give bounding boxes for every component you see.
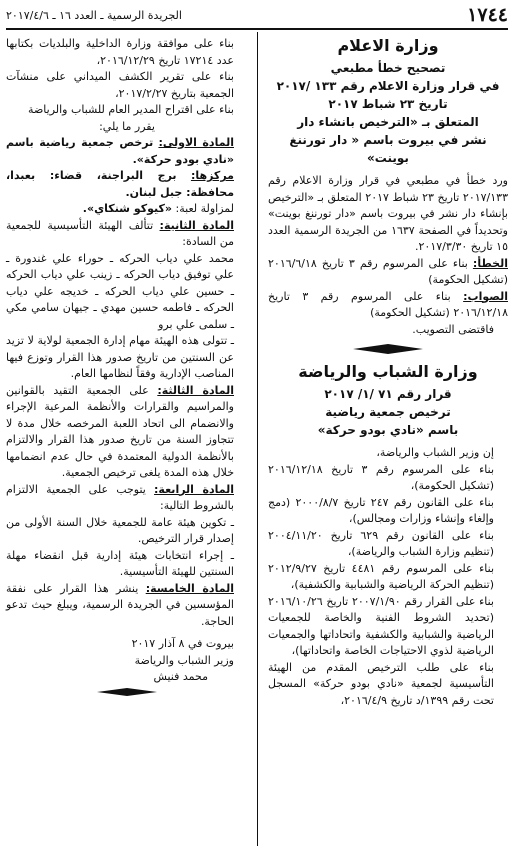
article-4	[6, 482, 248, 515]
decision-line-4: نشر في بيروت باسم « دار تورننغ بوينت»	[289, 133, 487, 165]
headquarters-text: برج البراجنة، قضاء: بعبدا، محافظة: جبل لبنان.	[6, 169, 234, 199]
preamble-license-request: بناء على طلب الترخيص المقدم من الهيئة التأسيسية لجمعية «نادي بودو حركة» المسجل تحت رقم ١٣٩٩/د تاريخ ٢٠١٦/٤/٩،	[268, 660, 494, 707]
article-3	[6, 383, 248, 482]
signature-title: وزير الشباب والرياضة	[134, 653, 234, 667]
article-3-text: على الجمعية التقيد بالقوانين والمراسيم والقرارات والأنظمة المرعية الإجراء والانضمام الى اتحاد اللعبة المرخصه خلال مدة لا تتجاوز السنة من تاريخ صدور هذا القرار والالتزام بالأنظمة الدولية المعتمدة في حال عدم انضمامها خلال هذه المدة يلغى ترخيص الجمعية.	[6, 383, 234, 479]
headquarters	[6, 168, 248, 201]
condition-2: ـ إجراء انتخابات هيئة إدارية قبل انقضاء مهلة السنتين للهيئة التأسيسية.	[6, 548, 234, 578]
decides-heading: يقرر ما يلي:	[99, 119, 155, 133]
decision-line-2: تاريخ ٢٣ شباط ٢٠١٧	[328, 97, 448, 111]
ministry-title-information: وزارة الاعلام	[337, 36, 439, 55]
end-ornament	[97, 688, 157, 696]
correct-text: بناء على المرسوم رقم ٣ تاريخ ٢٠١٦/١٢/١٨ (تشكيل الحكومة)	[268, 289, 508, 319]
sport-label: لمزاولة لعبة:	[175, 202, 234, 215]
correction-end: فاقتضى التصويب.	[412, 322, 494, 336]
correct-paragraph	[268, 289, 508, 322]
sport-practice	[6, 201, 248, 218]
article-1-text: ترخص جمعية رياضية باسم «نادي بودو حركة».	[6, 136, 234, 166]
headquarters-label: مركزها:	[190, 169, 234, 182]
article-4-label: المادة الرابعة:	[154, 482, 234, 496]
decision2-line-1: قرار رقم ٧١ /١/ ٢٠١٧	[324, 387, 452, 401]
preamble-decree-3: بناء على المرسوم رقم ٣ تاريخ ٢٠١٦/١٢/١٨ (تشكيل الحكومة)،	[268, 462, 495, 492]
preamble-decree-4481: بناء على المرسوم رقم ٤٤٨١ تاريخ ٢٠١٢/٩/٢٧ (تنظيم الحركة الرياضية والشبابية والكشفية)،	[268, 561, 495, 591]
header-rule	[6, 28, 508, 30]
decision-line-3: المتعلق بـ «الترخيص بانشاء دار	[297, 115, 479, 129]
article-5-text: ينشر هذا القرار على نفقة المؤسسين في الجريدة الرسمية، ويبلغ حيث تدعو الحاجة.	[6, 581, 234, 628]
article-1-label: المادة الاولى:	[158, 136, 234, 149]
correction-title: تصحيح خطأ مطبعي	[330, 61, 446, 75]
condition-1: ـ تكوين هيئة عامة للجمعية خلال السنة الأولى من إصدار قرار الترخيص.	[6, 515, 234, 545]
error-text: بناء على المرسوم رقم ٣ تاريخ ٢٠١٦/٦/١٨ (تشكيل الحكومة)	[268, 256, 508, 286]
preamble-interior-approval: بناء على موافقة وزارة الداخلية والبلديات بكتابها عدد ١٧٢١٤ تاريخ ٢٠١٦/١٢/٢٩،	[6, 37, 234, 67]
right-column	[268, 36, 508, 709]
error-paragraph	[268, 256, 508, 289]
signature-place-date: بيروت في ٨ آذار ٢٠١٧	[131, 637, 234, 650]
ministry-title-youth-sports: وزارة الشباب والرياضة	[298, 362, 478, 381]
page-number: ١٧٤٤	[467, 4, 508, 26]
preamble-director-proposal: بناء على اقتراح المدير العام للشباب والرياضة	[28, 103, 234, 116]
correct-label: الصواب:	[463, 289, 508, 303]
article-3-label: المادة الثالثة:	[157, 383, 235, 397]
preamble-inspection-report: بناء على تقرير الكشف الميداني على منشآت الجمعية بتاريخ ٢٠١٧/٢/٢٧،	[6, 70, 234, 100]
decision2-line-3: باسم «نادي بودو حركة»	[317, 423, 459, 437]
article-5-label: المادة الخامسة:	[145, 581, 234, 595]
founding-members: محمد علي دياب الحركه ـ حوراء علي غندورة ـ علي توفيق دياب الحركه ـ زينب علي دياب الحركه ـ حسين علي دياب الحركه ـ خديجه علي دياب الحركه ـ فاطمه حسين مهدي ـ جيهان سامي مكي ـ سلمى علي برو	[6, 251, 234, 331]
sport-text: «كيوكو شنكاي».	[82, 202, 173, 215]
article-1	[6, 135, 248, 168]
article-2-label: المادة الثانية:	[159, 218, 234, 232]
decision-line-1: في قرار وزارة الاعلام رقم ١٣٣ /٢٠١٧	[276, 79, 500, 93]
column-divider	[257, 32, 258, 846]
article-2	[6, 218, 248, 251]
preamble-law-629: بناء على القانون رقم ٦٢٩ تاريخ ٢٠٠٤/١١/٢٠ (تنظيم وزارة الشباب والرياضة)،	[268, 528, 494, 558]
correction-body: ورد خطأ في مطبعي في قرار وزارة الاعلام رقم ٢٠١٧/١٣٣ تاريخ ٢٣ شباط ٢٠١٧ المتعلق بـ «الترخيص بإنشاء دار نشر في بيروت باسم «دار تورننغ بوينت» وتحديداً في الصفحة ١٦٣٧ من الجريدة الرسمية العدد ١٥ تاريخ ٢٠١٧/٣/٣٠.	[268, 174, 508, 253]
article-2-text: تتألف الهيئة التأسيسية للجمعية من السادة:	[6, 218, 234, 248]
article-5	[6, 581, 248, 631]
error-label: الخطأ:	[472, 256, 508, 270]
article-4-text: يتوجب على الجمعية الالتزام بالشروط التالية:	[6, 482, 234, 512]
board-mandate: ـ تتولى هذه الهيئة مهام إدارة الجمعية لولاية لا تزيد عن السنتين من تاريخ صدور هذا القرار وتوزع فيها المناصب الإدارية وفقاً لنظامها العام.	[6, 334, 234, 380]
section-ornament	[353, 344, 423, 354]
decision2-line-2: ترخيص جمعية رياضية	[325, 405, 451, 419]
page-header	[6, 4, 508, 26]
preamble-decision-90: بناء على القرار رقم ٢٠٠٧/١/٩٠ تاريخ ٢٠١٦/١٠/٢٦ (تحديد الشروط الفنية والخاصة للجمعيات الرياضية والشبابية والكشفية واتحاداتها والجمعيات الرياضية لذوي الاحتياجات الخاصة واتحاداتها)،	[268, 594, 494, 657]
preamble-law-247: بناء على القانون رقم ٢٤٧ تاريخ ٢٠٠٠/٨/٧ (دمج وإلغاء وإنشاء وزارات ومجالس)،	[268, 495, 494, 525]
preamble-minister: إن وزير الشباب والرياضة،	[376, 446, 494, 459]
left-column	[6, 36, 248, 696]
signature-name: محمد فنيش	[153, 670, 208, 683]
issue-info: الجريدة الرسمية ـ العدد ١٦ ـ ٢٠١٧/٤/٦	[6, 8, 182, 22]
